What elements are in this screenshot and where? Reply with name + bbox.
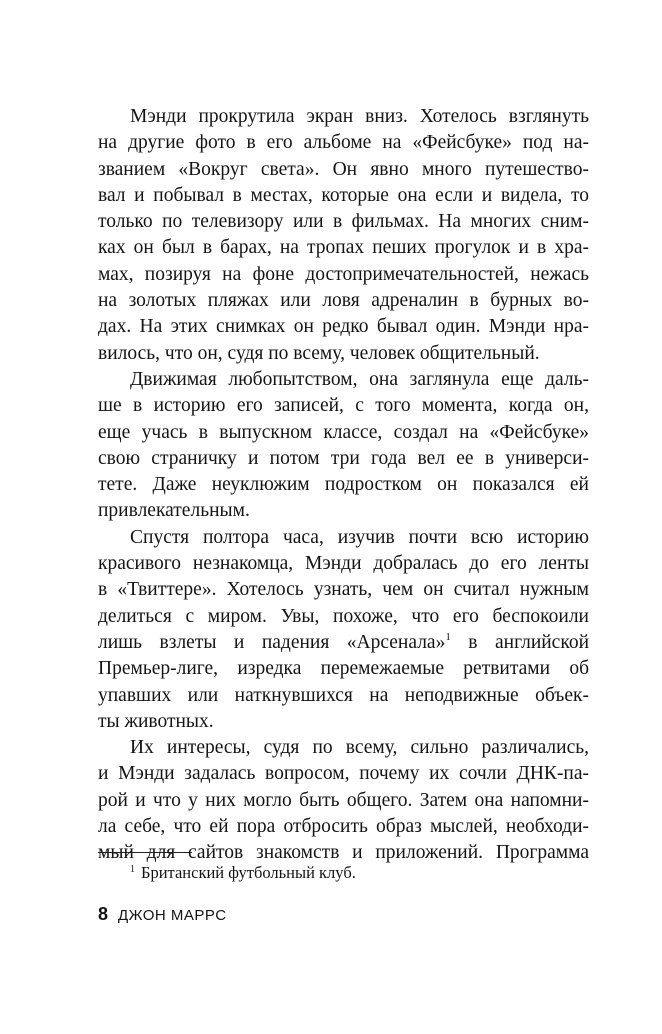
text-line: ше в историю его записей, с того момента, когда он, xyxy=(98,395,589,417)
text-line: еще учась в выпускном классе, создал на «Фейсбуке» xyxy=(98,421,589,443)
text-line: мах, позируя на фоне достопримечательностей, нежась xyxy=(98,263,589,285)
text-line: ты животных. xyxy=(98,710,214,732)
footnote-number: 1 xyxy=(130,864,135,875)
text-line: на другие фото в его альбоме на «Фейсбуке» под на- xyxy=(98,132,589,154)
text-line: вилось, что он, судя по всему, человек общительный. xyxy=(98,342,540,364)
footnote-marker: 1 xyxy=(445,630,451,643)
running-footer xyxy=(98,902,227,926)
text-line-tail: в английской xyxy=(450,631,590,653)
text-line-with-footnote xyxy=(98,630,589,656)
text-line: Мэнди прокрутила экран вниз. Хотелось взглянуть xyxy=(130,106,589,127)
book-author: ДЖОН МАРРС xyxy=(118,907,227,924)
text-line-head: лишь взлеты и падения «Арсенала» xyxy=(98,631,446,653)
text-line: мый для сайтов знакомств и приложений. Программа xyxy=(98,842,589,864)
footnote-divider xyxy=(98,852,192,853)
text-line: Движимая любопытством, она заглянула еще даль- xyxy=(130,368,589,390)
body-text xyxy=(98,104,589,867)
footnote xyxy=(130,858,356,885)
footnote-text: Британский футбольный клуб. xyxy=(141,863,356,882)
text-line: Премьер-лиге, изредка перемежаемые ретвитами об xyxy=(98,658,589,680)
text-line: рой и что у них могло быть общего. Затем она напомни- xyxy=(98,789,589,811)
page-number: 8 xyxy=(98,904,109,924)
text-line: Их интересы, судя по всему, сильно различались, xyxy=(130,737,589,759)
text-line: делиться с миром. Увы, похоже, что его беспокоили xyxy=(98,605,589,627)
text-line: Спустя полтора часа, изучив почти всю историю xyxy=(130,526,589,548)
text-line: в «Твиттере». Хотелось узнать, чем он считал нужным xyxy=(98,579,589,601)
text-line: ла себе, что ей пора отбросить образ мыслей, необходи- xyxy=(98,816,589,838)
text-line: и Мэнди задалась вопросом, почему их сочли ДНК-па- xyxy=(98,763,589,785)
text-line: тете. Даже неуклюжим подростком он показался ей xyxy=(98,474,589,496)
text-line: свою страничку и потом три года вел ее в универси- xyxy=(98,447,589,469)
text-line: званием «Вокруг света». Он явно много путешество- xyxy=(98,158,589,180)
text-line: вал и побывал в местах, которые она если и видела, то xyxy=(98,184,589,206)
text-line: привлекательным. xyxy=(98,500,250,522)
text-line: дах. На этих снимках он редко бывал один. Мэнди нра- xyxy=(98,316,589,338)
text-line: ках он был в барах, на тропах пеших прогулок и в хра- xyxy=(98,237,589,259)
text-line: только по телевизору или в фильмах. На многих сним- xyxy=(98,211,589,233)
text-line: красивого незнакомца, Мэнди добралась до его ленты xyxy=(98,553,589,575)
text-line: на золотых пляжах или ловя адреналин в бурных во- xyxy=(98,290,589,312)
text-line: упавших или наткнувшихся на неподвижные объек- xyxy=(98,684,589,706)
